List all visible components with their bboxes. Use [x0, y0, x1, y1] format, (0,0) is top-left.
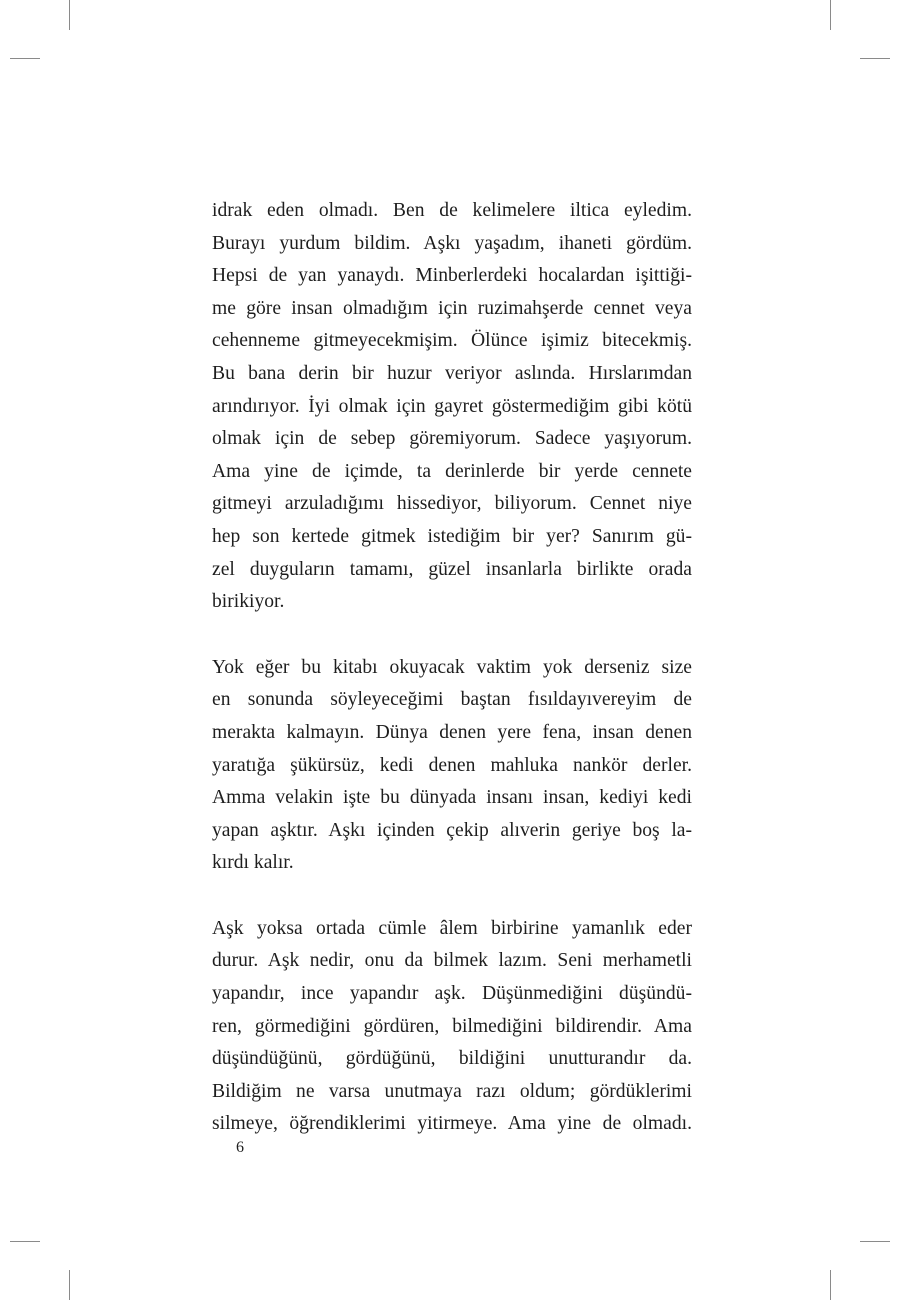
crop-mark-bottom-right: [830, 1270, 831, 1300]
text-line: Yok eğer bu kitabı okuyacak vaktim yok derseniz size: [212, 656, 692, 678]
paragraph-gap: [212, 619, 692, 652]
text-line: birikiyor.: [212, 591, 285, 613]
crop-mark-bottom-left: [69, 1270, 70, 1300]
crop-mark-top-left: [69, 0, 70, 30]
text-line: kırdı kalır.: [212, 852, 294, 874]
text-line: yaratığa şükürsüz, kedi denen mahluka nankör derler.: [212, 754, 692, 776]
paragraph-gap: [212, 880, 692, 913]
text-line: me göre insan olmadığım için ruzimahşerde cennet veya: [212, 297, 692, 319]
page-number: 6: [236, 1139, 244, 1156]
crop-mark-left-bottom: [10, 1241, 40, 1242]
crop-mark-right-bottom: [860, 1241, 890, 1242]
text-line: silmeye, öğrendiklerimi yitirmeye. Ama yine de olmadı.: [212, 1113, 692, 1135]
crop-mark-right-top: [860, 58, 890, 59]
text-line: yapandır, ince yapandır aşk. Düşünmediğini düşündü-: [212, 983, 692, 1005]
text-line: gitmeyi arzuladığımı hissediyor, biliyorum. Cennet niye: [212, 493, 692, 515]
text-line: en sonunda söyleyeceğimi baştan fısıldayıvereyim de: [212, 689, 692, 711]
text-line: düşündüğünü, gördüğünü, bildiğini unutturandır da.: [212, 1048, 692, 1070]
paragraph: [212, 195, 692, 619]
text-line: hep son kertede gitmek istediğim bir yer? Sanırım gü-: [212, 525, 692, 547]
paragraph: [212, 652, 692, 880]
text-line: Aşk yoksa ortada cümle âlem birbirine yamanlık eder: [212, 917, 692, 939]
text-line: Ama yine de içimde, ta derinlerde bir yerde cennete: [212, 460, 692, 482]
text-line: Hepsi de yan yanaydı. Minberlerdeki hocalardan işittiği-: [212, 265, 692, 287]
text-line: Bu bana derin bir huzur veriyor aslında. Hırslarımdan: [212, 362, 692, 384]
crop-mark-top-right: [830, 0, 831, 30]
page-body-text: [212, 195, 692, 1141]
paragraph: [212, 913, 692, 1141]
text-line: ren, görmediğini gördüren, bilmediğini bildirendir. Ama: [212, 1015, 692, 1037]
text-line: olmak için de sebep göremiyorum. Sadece yaşıyorum.: [212, 428, 692, 450]
crop-mark-left-top: [10, 58, 40, 59]
text-line: Bildiğim ne varsa unutmaya razı oldum; gördüklerimi: [212, 1080, 692, 1102]
text-line: yapan aşktır. Aşkı içinden çekip alıverin geriye boş la-: [212, 819, 692, 841]
text-line: merakta kalmayın. Dünya denen yere fena, insan denen: [212, 721, 692, 743]
text-line: arındırıyor. İyi olmak için gayret göstermediğim gibi kötü: [212, 395, 692, 417]
text-line: Burayı yurdum bildim. Aşkı yaşadım, ihaneti gördüm.: [212, 232, 692, 254]
text-line: Amma velakin işte bu dünyada insanı insan, kediyi kedi: [212, 787, 692, 809]
text-line: cehenneme gitmeyecekmişim. Ölünce işimiz bitecekmiş.: [212, 330, 692, 352]
text-line: durur. Aşk nedir, onu da bilmek lazım. Seni merhametli: [212, 950, 692, 972]
text-line: idrak eden olmadı. Ben de kelimelere iltica eyledim.: [212, 200, 692, 221]
text-line: zel duyguların tamamı, güzel insanlarla birlikte orada: [212, 558, 692, 580]
